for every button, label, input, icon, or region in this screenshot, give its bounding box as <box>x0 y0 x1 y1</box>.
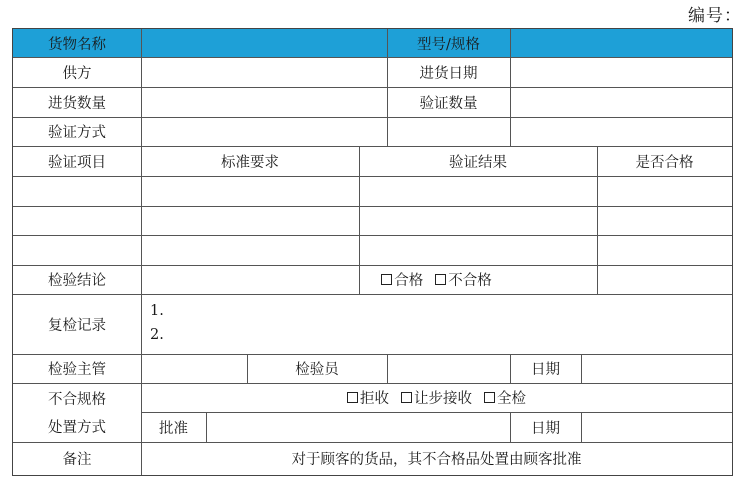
disposal-options <box>141 383 732 412</box>
recheck-line-1: 1. <box>150 303 164 319</box>
option-unqualified[interactable] <box>435 269 492 290</box>
purchase-qty-label: 进货数量 <box>48 95 106 112</box>
verify-item-label: 验证项目 <box>48 154 106 171</box>
option-label: 让步接收 <box>414 391 472 407</box>
purchase-date-label: 进货日期 <box>419 65 478 82</box>
option-concession[interactable] <box>401 387 472 408</box>
remarks-label: 备注 <box>62 452 92 468</box>
row-divider <box>141 412 732 413</box>
verify-method-label: 验证方式 <box>48 125 106 141</box>
model-spec-label: 型号/规格 <box>417 36 480 53</box>
standard-label: 标准要求 <box>221 154 279 171</box>
option-label: 不合格 <box>448 273 492 289</box>
recheck-line-2: 2. <box>150 327 164 343</box>
verify-result-label: 验证结果 <box>449 154 507 171</box>
option-label: 合格 <box>394 273 424 289</box>
goods-verification-form <box>12 28 733 476</box>
checkbox-icon[interactable] <box>401 392 412 403</box>
conclusion-options <box>141 265 732 294</box>
supervisor-date-label: 日期 <box>531 362 560 378</box>
row-divider <box>13 176 732 177</box>
approve-date-label: 日期 <box>531 420 560 437</box>
remarks-text: 对于顾客的货品，其不合格品处置由顾客批准 <box>291 452 582 468</box>
checkbox-icon[interactable] <box>435 274 446 285</box>
item-name-label: 货物名称 <box>48 36 106 53</box>
conclusion-label: 检验结论 <box>48 273 106 289</box>
row-divider <box>13 206 732 207</box>
nonconforming-label-1: 不合规格 <box>48 391 106 408</box>
col-divider <box>581 412 582 442</box>
col-divider <box>206 412 207 442</box>
inspector-label: 检验员 <box>295 362 339 378</box>
option-reject[interactable] <box>347 387 389 408</box>
option-label: 拒收 <box>360 391 389 407</box>
qualified-label: 是否合格 <box>635 154 694 171</box>
checkbox-icon[interactable] <box>381 274 392 285</box>
col-divider <box>387 354 388 383</box>
col-divider <box>510 29 511 146</box>
supplier-label: 供方 <box>62 65 92 82</box>
recheck-label: 复检记录 <box>48 317 106 334</box>
checkbox-icon[interactable] <box>484 392 495 403</box>
row-divider <box>13 235 732 236</box>
approve-label: 批准 <box>159 420 188 437</box>
nonconforming-label-2: 处置方式 <box>48 419 106 436</box>
verify-qty-label: 验证数量 <box>419 95 478 112</box>
option-qualified[interactable] <box>381 269 423 290</box>
checkbox-icon[interactable] <box>347 392 358 403</box>
option-label: 全检 <box>497 391 526 407</box>
supervisor-label: 检验主管 <box>48 362 106 378</box>
document-number-label: 编号： <box>688 6 742 26</box>
col-divider <box>581 354 582 383</box>
option-full-inspection[interactable] <box>484 387 526 408</box>
